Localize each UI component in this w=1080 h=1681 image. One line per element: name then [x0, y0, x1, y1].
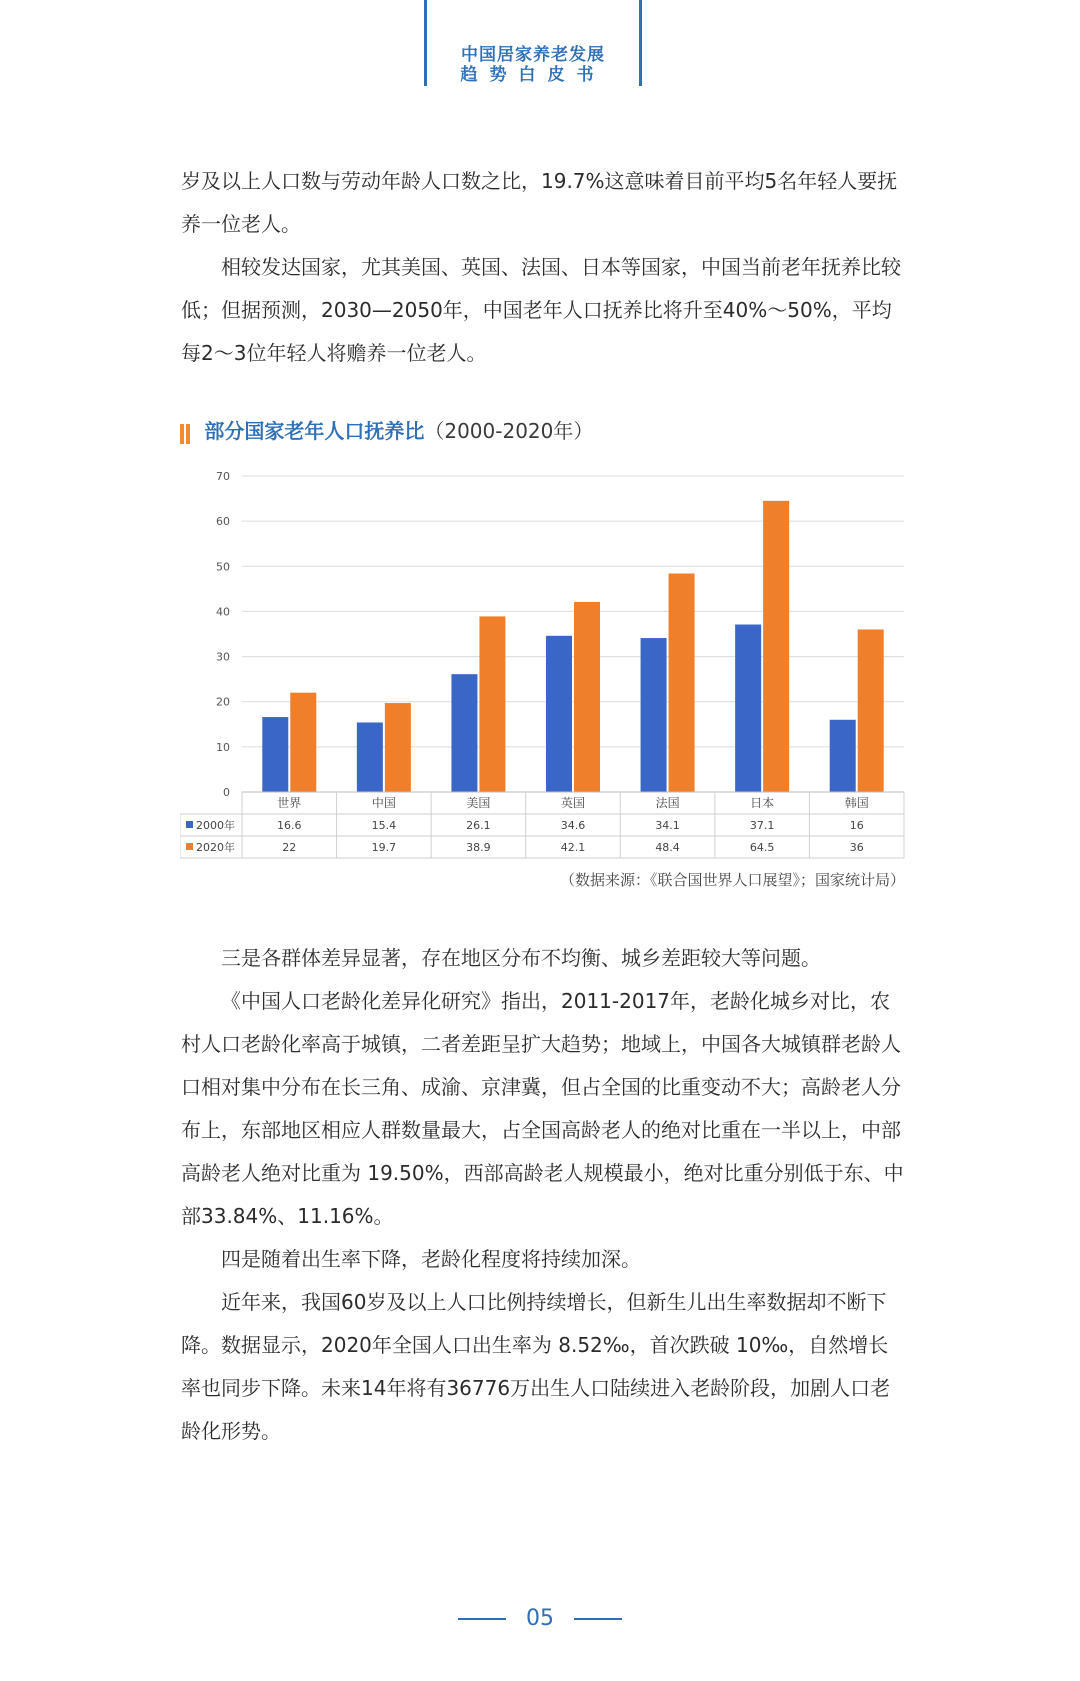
- page-dash-left: [458, 1618, 506, 1620]
- header-title-line1: 中国居家养老发展: [461, 45, 605, 65]
- paragraph: 相较发达国家，尤其美国、英国、法国、日本等国家，中国当前老年抚养比较低；但据预测，2030—2050年，中国老年人口抚养比将升至40%～50%，平均每2～3位年轻人将赡养一位老人。: [181, 255, 901, 365]
- data-table-value: 15.4: [371, 819, 397, 832]
- x-category-label: 世界: [277, 796, 302, 810]
- bar-2000: [830, 720, 856, 792]
- data-table-value: 26.1: [466, 819, 491, 832]
- bar-2020: [858, 629, 884, 792]
- y-tick-label: 10: [216, 740, 230, 754]
- data-table-value: 34.6: [560, 819, 586, 832]
- bar-2020: [479, 616, 505, 792]
- data-table-value: 38.9: [466, 841, 491, 854]
- bar-2020: [574, 602, 600, 792]
- data-table-value: 42.1: [560, 841, 586, 854]
- data-table-value: 64.5: [749, 841, 775, 854]
- y-tick-label: 50: [216, 560, 230, 574]
- legend-label: 2020年: [196, 841, 235, 854]
- bar-2020: [385, 703, 411, 792]
- data-table-value: 37.1: [749, 819, 775, 832]
- title-marker-icon: [180, 420, 192, 446]
- bar-chart: [180, 456, 910, 861]
- y-tick-label: 0: [223, 786, 230, 799]
- data-table-value: 48.4: [655, 841, 680, 854]
- bar-2000: [262, 717, 288, 792]
- header-title-box: [424, 0, 642, 86]
- legend-label: 2000年: [196, 819, 235, 832]
- bar-2020: [290, 693, 316, 792]
- text-block-bottom: [181, 937, 906, 1453]
- text-block-top: [181, 160, 906, 375]
- bar-2000: [451, 674, 477, 792]
- chart-title-sub: （2000-2020年）: [424, 419, 594, 443]
- data-source-note: （数据来源：《联合国世界人口展望》；国家统计局）: [559, 871, 905, 889]
- x-category-label: 中国: [371, 796, 396, 810]
- bar-2000: [546, 636, 572, 792]
- paragraph: 岁及以上人口数与劳动年龄人口数之比，19.7%这意味着目前平均5名年轻人要抚养一位老人。: [181, 169, 898, 236]
- paragraph: 四是随着出生率下降，老龄化程度将持续加深。: [221, 1247, 641, 1271]
- y-tick-label: 40: [216, 605, 230, 619]
- paragraph: 近年来，我国60岁及以上人口比例持续增长，但新生儿出生率数据却不断下降。数据显示，2020年全国人口出生率为 8.52‰，首次跌破 10‰，自然增长率也同步下降。未来14年将有36776万出生人口陆续进入老龄阶段，加剧人口老龄化形势。: [181, 1290, 891, 1443]
- bar-2000: [641, 638, 667, 792]
- x-category-label: 英国: [560, 796, 586, 810]
- page-number-text: 05: [526, 1606, 554, 1631]
- x-category-label: 法国: [655, 796, 680, 810]
- header-title-line2: 趋势白皮书: [460, 65, 606, 85]
- data-table-value: 16.6: [277, 819, 302, 832]
- data-table-value: 34.1: [655, 819, 680, 832]
- x-category-label: 美国: [466, 796, 491, 810]
- data-table-value: 22: [282, 841, 297, 854]
- legend-swatch: [186, 821, 193, 828]
- paragraph: 三是各群体差异显著，存在地区分布不均衡、城乡差距较大等问题。: [221, 946, 821, 970]
- y-tick-label: 30: [216, 650, 230, 664]
- y-tick-label: 70: [216, 470, 230, 483]
- data-table-value: 19.7: [371, 841, 397, 854]
- legend-swatch: [186, 843, 193, 850]
- data-table-value: 36: [849, 841, 864, 854]
- bar-2000: [735, 625, 761, 792]
- data-table-value: 16: [849, 819, 864, 832]
- page-number: [0, 1606, 1080, 1631]
- chart-title: [180, 418, 593, 444]
- paragraph: 《中国人口老龄化差异化研究》指出，2011-2017年，老龄化城乡对比，农村人口老龄化率高于城镇，二者差距呈扩大趋势；地域上，中国各大城镇群老龄人口相对集中分布在长三角、成渝、京津冀，但占全国的比重变动不大；高龄老人分布上，东部地区相应人群数量最大，占全国高龄老人的绝对比重在一半以上，中部高龄老人绝对比重为 19.50%，西部高龄老人规模最小，绝对比重分别低于东、中部33.84%、11.16%。: [181, 989, 904, 1228]
- bar-2000: [357, 722, 383, 792]
- y-tick-label: 20: [216, 695, 230, 709]
- x-category-label: 韩国: [844, 796, 869, 810]
- page-dash-right: [574, 1618, 622, 1620]
- chart-title-main: 部分国家老年人口抚养比: [204, 419, 425, 443]
- y-tick-label: 60: [216, 515, 230, 529]
- bar-2020: [763, 501, 789, 792]
- x-category-label: 日本: [750, 796, 775, 810]
- bar-2020: [669, 574, 695, 792]
